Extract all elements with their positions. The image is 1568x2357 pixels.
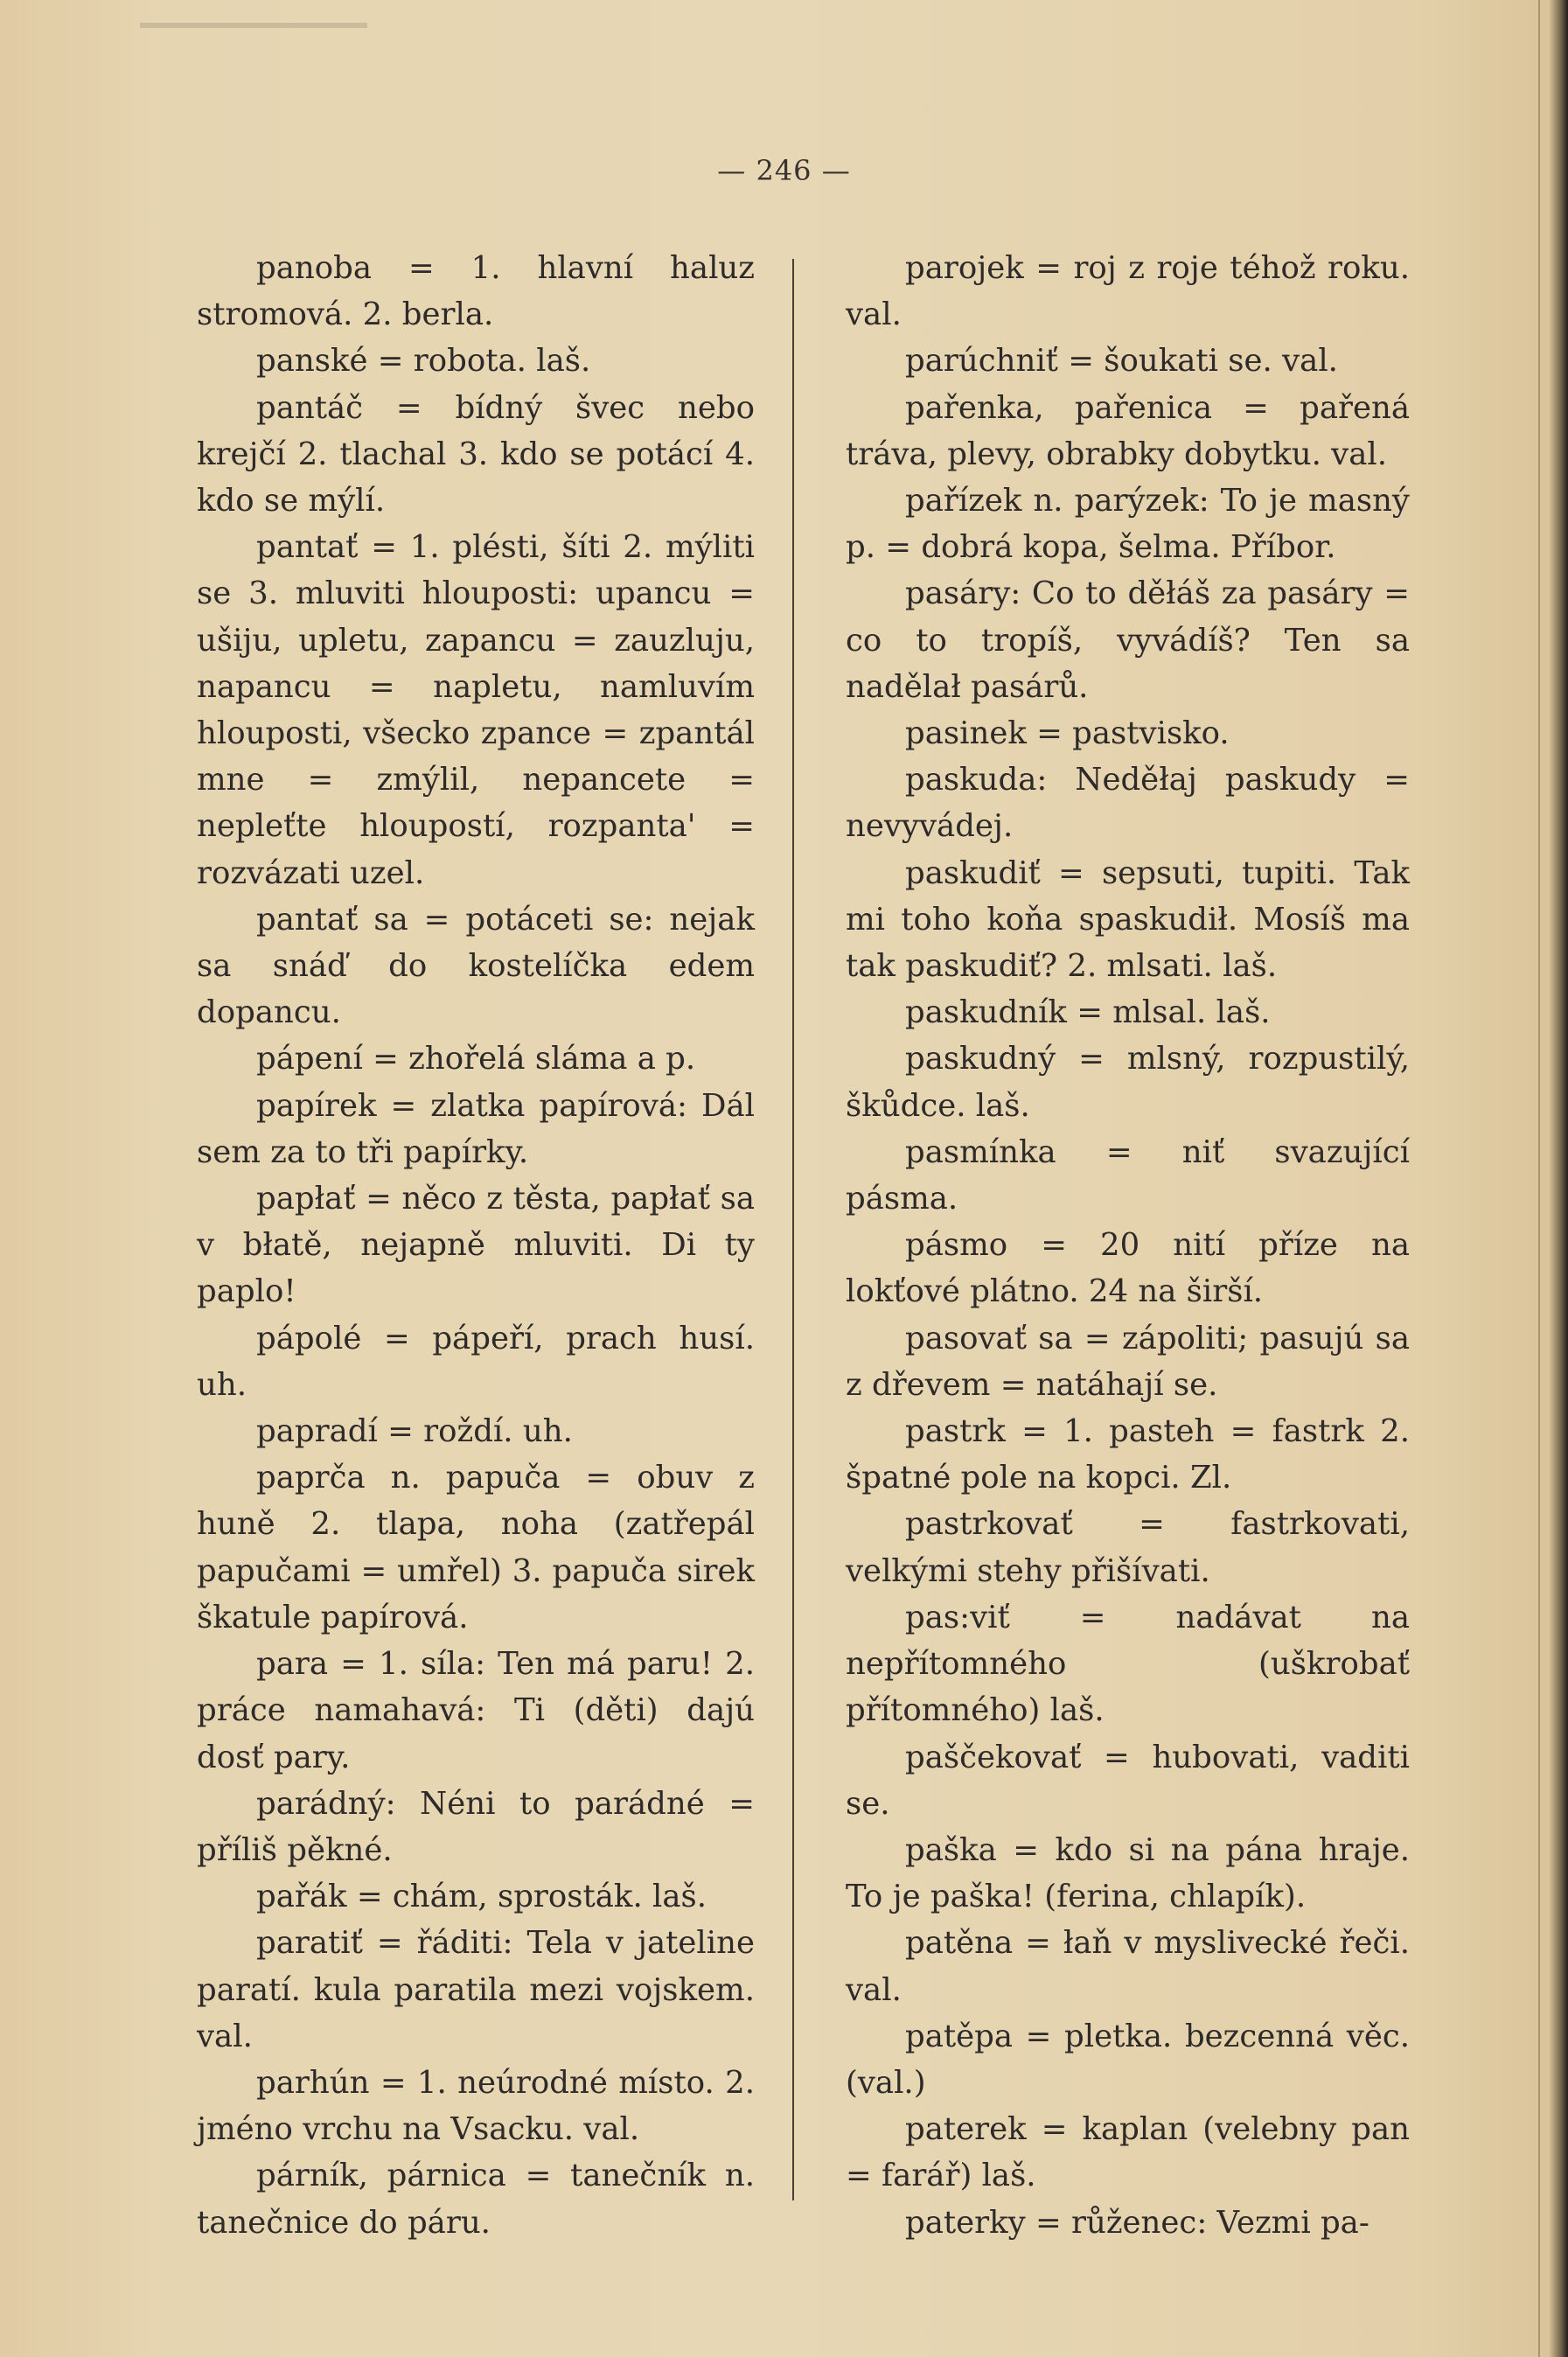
dictionary-entry: paterek = kaplan (velebny pan = farář) laš.	[846, 2111, 1410, 2194]
dictionary-entry: paška = kdo si na pána hraje. To je paška! (ferina, chlapík).	[846, 1831, 1410, 1915]
dictionary-entry: pantáč = bídný švec nebo krejčí 2. tlachal 3. kdo se potácí 4. kdo se mýlí.	[197, 389, 755, 520]
dictionary-entry: paskudiť = sepsuti, tupiti. Tak mi toho koňa spaskudił. Mosíš ma tak paskudiť? 2. mlsati. laš.	[846, 854, 1410, 985]
dictionary-entry: panoba = 1. hlavní haluz stromová. 2. berla.	[197, 250, 755, 333]
dictionary-entry: paščekovať = hubovati, vaditi se.	[846, 1739, 1410, 1822]
binding-shadow	[1549, 0, 1568, 2357]
dictionary-entry: para = 1. síla: Ten má paru! 2. práce namahavá: Ti (děti) dajú dosť pary.	[197, 1646, 755, 1775]
dictionary-entry: pásmo = 20 nití příze na lokťové plátno. 24 na širší.	[846, 1227, 1410, 1310]
dictionary-entry: pápolé = pápeří, prach husí. uh.	[197, 1320, 755, 1403]
dictionary-entry: papłať = něco z těsta, papłať sa v błatě, nejapně mluviti. Di ty paplo!	[197, 1181, 755, 1310]
dictionary-entry: paskudník = mlsal. laš.	[905, 994, 1271, 1031]
dictionary-entry: papírek = zlatka papírová: Dál sem za to tři papírky.	[197, 1087, 755, 1170]
dictionary-entry: panské = robota. laš.	[256, 343, 591, 380]
right-column	[846, 245, 1410, 2246]
dictionary-entry: pantať sa = potáceti se: nejak sa snáď do kostelíčka edem dopancu.	[197, 901, 755, 1031]
dictionary-entry: patěna = łaň v myslivecké řeči. val.	[846, 1925, 1410, 2008]
dictionary-entry: pasinek = pastvisko.	[905, 715, 1230, 752]
left-column	[197, 245, 755, 2246]
dictionary-entry: pasáry: Co to děłáš za pasáry = co to tropíš, vyvádíš? Ten sa nadělał pasárů.	[846, 575, 1410, 705]
dictionary-entry: pastrkovať = fastrkovati, velkými stehy přišívati.	[846, 1506, 1410, 1589]
page-stain	[140, 23, 367, 28]
dictionary-entry: parhún = 1. neúrodné místo. 2. jméno vrchu na Vsacku. val.	[197, 2064, 755, 2148]
page-number: — 246 —	[717, 154, 851, 187]
dictionary-entry: pařenka, pařenica = pařená tráva, plevy, obrabky dobytku. val.	[846, 389, 1410, 472]
dictionary-entry: patěpa = pletka. bezcenná věc. (val.)	[846, 2018, 1410, 2101]
dictionary-entry: pařízek n. parýzek: To je masný p. = dobrá kopa, šelma. Příbor.	[846, 483, 1410, 566]
dictionary-entry: paskudný = mlsný, rozpustilý, škůdce. laš.	[846, 1041, 1410, 1124]
dictionary-entry: paprča n. papuča = obuv z huně 2. tlapa, noha (zatřepál papučami = umřel) 3. papuča sirek škatule papírová.	[197, 1460, 755, 1635]
dictionary-entry: parádný: Néni to parádné = příliš pěkné.	[197, 1785, 755, 1868]
dictionary-entry: paterky = růženec: Vezmi pa-	[905, 2204, 1369, 2241]
dictionary-entry: papradí = roždí. uh.	[256, 1413, 573, 1450]
dictionary-entry: pastrk = 1. pasteh = fastrk 2. špatné pole na kopci. Zl.	[846, 1413, 1410, 1496]
dictionary-entry: párník, párnica = tanečník n. tanečnice do páru.	[197, 2158, 755, 2241]
dictionary-entry: paskuda: Neděłaj paskudy = nevyvádej.	[846, 762, 1410, 845]
dictionary-entry: pasmínka = niť svazující pásma.	[846, 1133, 1410, 1217]
dictionary-entry: pantať = 1. plésti, šíti 2. mýliti se 3. mluviti hlouposti: upancu = ušiju, upletu, zapancu = zauzluju, napancu = napletu, namluvím hlouposti, všecko zpance = zpantál mne = zmýlil, nepancete = nepleťte hloupostí, rozpanta' = rozvázati uzel.	[197, 529, 755, 891]
dictionary-entry: pasovať sa = zápoliti; pasujú sa z dřevem = natáhají se.	[846, 1320, 1410, 1403]
dictionary-entry: pařák = chám, sprosták. laš.	[256, 1879, 707, 1915]
dictionary-entry: pas:viť = nadávat na nepřítomného (uškrobať přítomného) laš.	[846, 1599, 1410, 1729]
dictionary-entry: pápení = zhořelá sláma a p.	[256, 1041, 696, 1077]
page-edge-line	[1538, 0, 1540, 2357]
dictionary-entry: parúchniť = šoukati se. val.	[905, 343, 1338, 380]
dictionary-entry: paratiť = řáditi: Tela v jateline paratí. kula paratila mezi vojskem. val.	[197, 1925, 755, 2054]
dictionary-entry: parojek = roj z roje téhož roku. val.	[846, 250, 1410, 333]
column-divider	[792, 259, 794, 2200]
